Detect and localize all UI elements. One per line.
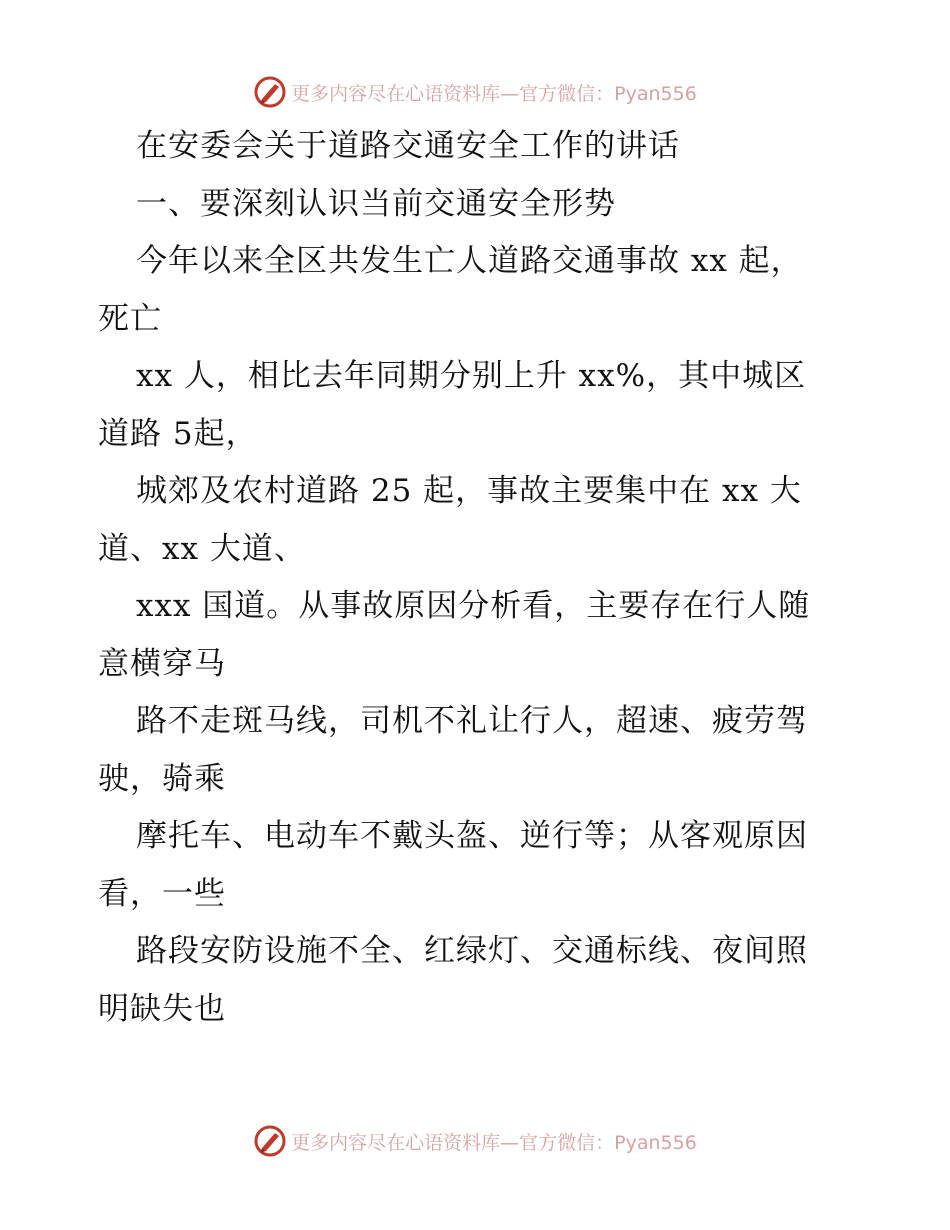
header-banner	[0, 72, 950, 112]
pen-logo-icon	[253, 75, 287, 109]
doc-title: 在安委会关于道路交通安全工作的讲话	[136, 128, 680, 164]
document-body	[98, 118, 858, 1038]
paragraph-line: 摩托车、电动车不戴头盔、逆行等；从客观原因	[136, 818, 808, 854]
footer-banner-text: 更多内容尽在心语资料库—官方微信：Pyan556	[291, 1131, 697, 1154]
paragraph-line: xxx 国道。从事故原因分析看，主要存在行人随	[136, 588, 811, 624]
paragraph-line: 今年以来全区共发生亡人道路交通事故 xx 起，	[136, 243, 803, 279]
paragraph-line: xx 人，相比去年同期分别上升 xx%，其中城区	[136, 358, 807, 394]
paragraph-line: 路段安防设施不全、红绿灯、交通标线、夜间照	[136, 933, 808, 969]
paragraph-line: 意横穿马	[98, 645, 226, 682]
paragraph-line: 路不走斑马线，司机不礼让行人，超速、疲劳驾	[136, 703, 808, 739]
paragraph-line: 看，一些	[98, 875, 226, 912]
section-heading: 一、要深刻认识当前交通安全形势	[136, 185, 616, 222]
header-banner-text: 更多内容尽在心语资料库—官方微信：Pyan556	[291, 82, 697, 105]
footer-banner	[0, 1121, 950, 1161]
paragraph-line: 道、xx 大道、	[98, 530, 306, 567]
paragraph-line: 驶，骑乘	[98, 760, 226, 797]
pen-logo-icon	[253, 1124, 287, 1158]
paragraph-line: 死亡	[98, 300, 162, 337]
paragraph-line: 道路 5起，	[98, 415, 258, 452]
paragraph-line: 城郊及农村道路 25 起，事故主要集中在 xx 大	[136, 473, 802, 509]
paragraph-line: 明缺失也	[98, 990, 226, 1027]
